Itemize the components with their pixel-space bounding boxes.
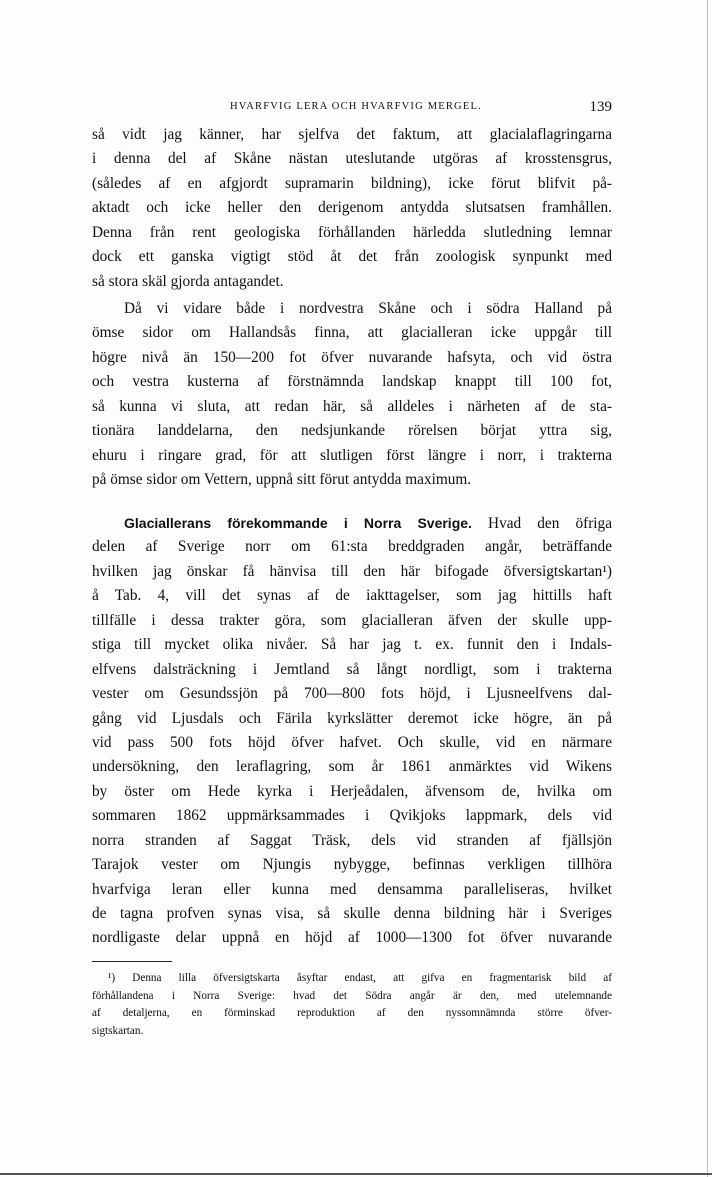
text-line: sommaren 1862 uppmärksammades i Qvikjoks lappmark, dels vid	[92, 807, 612, 825]
paragraph-2	[92, 297, 612, 493]
text-line: tionära landdelarna, den nedsjunkande rörelsen börjat yttra sig,	[92, 422, 612, 440]
heading-line-rest: Hvad den öfriga	[488, 515, 612, 532]
footnote-line: ¹) Denna lilla öfversigtskarta åsyftar endast, att gifva en fragmentarisk bild af	[108, 972, 612, 984]
page-edge-right	[707, 0, 708, 1177]
text-line: stiga till mycket olika nivåer. Så har jag t. ex. funnit den i Indals-	[92, 636, 612, 654]
paragraph-1	[92, 123, 612, 294]
footnote	[92, 970, 612, 1040]
text-line: elfvens dalsträckning i Jemtland så långt nordligt, som i trakterna	[92, 660, 612, 678]
text-line: så kunna vi sluta, att redan här, så alldeles i närheten af de sta-	[92, 397, 612, 415]
text-line: vid pass 500 fots höjd öfver hafvet. Och skulle, vid en närmare	[92, 733, 612, 751]
text-line: hvilken jag önskar få hänvisa till den här bifogade öfversigtskartan¹)	[92, 562, 612, 580]
text-line: nordligaste delar uppnå en höjd af 1000—1300 fot öfver nuvarande	[92, 929, 612, 947]
text-line: så vidt jag känner, har sjelfva det faktum, att glacialaflagringarna	[92, 126, 612, 143]
text-line: i denna del af Skåne nästan uteslutande utgöras af krosstensgrus,	[92, 150, 612, 168]
footnote-line: sigtskartan.	[92, 1024, 144, 1037]
text-line: å Tab. 4, vill det synas af de iakttagelser, som jag hittills haft	[92, 587, 612, 605]
text-line: på ömse sidor om Vettern, uppnå sitt förut antydda maximum.	[92, 471, 472, 489]
text-line: ehuru i ringare grad, för att slutligen först längre i norr, i trakterna	[92, 446, 612, 464]
footnote-line: af detaljerna, en förminskad reproduktion af den nyssomnämnda större öfver-	[92, 1007, 612, 1020]
section-heading: Glaciallerans förekommande i Norra Sverige.	[124, 515, 472, 531]
text-line: ömse sidor om Hallandsås finna, att glacialleran icke uppgår till	[92, 324, 612, 342]
paragraph-3	[92, 511, 612, 951]
text-line: högre nivå än 150—200 fot öfver nuvarande hafsyta, och vid östra	[92, 348, 612, 366]
text-line: norra stranden af Saggat Träsk, dels vid stranden af fjällsjön	[92, 831, 612, 849]
text-line: vester om Gesundssjön på 700—800 fots höjd, i Ljusneelfvens dal-	[92, 685, 612, 703]
text-line: by öster om Hede kyrka i Herjeådalen, äfvensom de, hvilka om	[92, 782, 612, 800]
text-line: Denna från rent geologiska förhållanden härledda slutledning lemnar	[92, 223, 612, 241]
text-line-with-heading	[92, 511, 612, 535]
text-line: Då vi vidare både i nordvestra Skåne och i södra Halland på	[124, 300, 612, 317]
text-line: undersökning, den leraflagring, som år 1861 anmärktes vid Wikens	[92, 758, 612, 776]
text-line: Tarajok vester om Njungis nybygge, befinnas verkligen tillhöra	[92, 856, 612, 874]
text-line: tillfälle i dessa trakter göra, som glacialleran äfven der skulle upp-	[92, 611, 612, 629]
footnote-rule	[92, 961, 172, 962]
page-edge-bottom	[0, 1173, 712, 1175]
text-line: de tagna profven synas visa, så skulle denna bildning här i Sveriges	[92, 905, 612, 922]
text-line: dock ett ganska vigtigt stöd åt det från zoologisk synpunkt med	[92, 248, 612, 266]
text-line: aktadt och icke heller den derigenom antydda slutsatsen framhållen.	[92, 199, 612, 217]
text-line: så stora skäl gjorda antagandet.	[92, 272, 284, 290]
page-header	[92, 99, 612, 117]
footnote-line: förhållandena i Norra Sverige: hvad det Södra angår är den, med utelemnande	[92, 989, 612, 1002]
running-head: HVARFVIG LERA OCH HVARFVIG MERGEL.	[230, 101, 482, 112]
text-line: hvarfviga leran eller kunna med densamma paralleliseras, hvilket	[92, 880, 612, 898]
text-line: och vestra kusterna af förstnämnda landskap knappt till 100 fot,	[92, 373, 612, 391]
text-line: gång vid Ljusdals och Färila kyrkslätter deremot icke högre, än på	[92, 709, 612, 727]
page-number: 139	[589, 99, 612, 115]
text-line: delen af Sverige norr om 61:sta breddgraden angår, beträffande	[92, 538, 612, 556]
text-line: (således af en afgjordt supramarin bildning), icke förut blifvit på-	[92, 174, 612, 192]
